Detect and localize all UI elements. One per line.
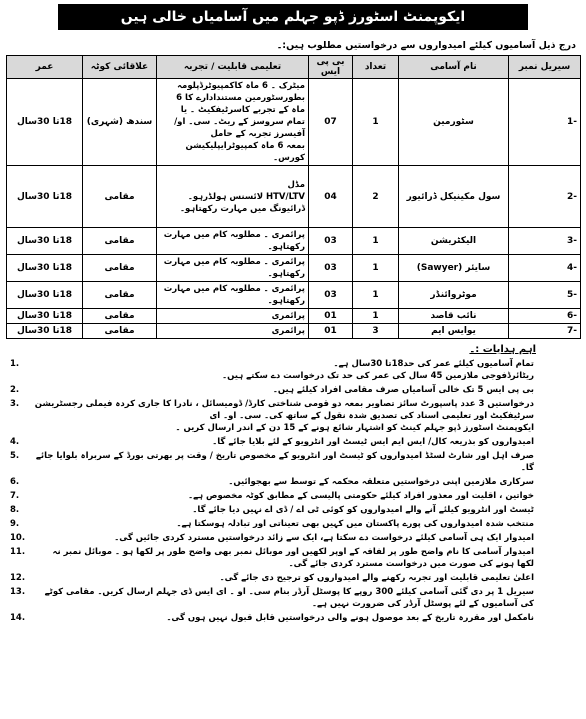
instruction-number: 6. [10, 477, 20, 487]
cell-serial: -6 [509, 309, 581, 324]
instruction-number: 5. [10, 451, 20, 461]
list-item [10, 518, 576, 530]
table-header-row [7, 56, 581, 79]
list-item [10, 612, 576, 624]
instruction-text [34, 490, 576, 502]
cell-age: 18تا 30سال [7, 79, 83, 166]
cell-bps: 01 [309, 324, 353, 339]
instruction-line: منتخب شدہ امیدواروں کی پورے پاکستان میں کہیں بھی تعیناتی اور تبادلہ ہوسکتا ہے۔ [176, 519, 534, 529]
instruction-text [34, 504, 576, 516]
instruction-number: 10. [10, 533, 26, 543]
header-qualification: تعلیمی قابلیت / تجربہ [157, 56, 309, 79]
cell-age: 18تا 30سال [7, 228, 83, 255]
cell-count: 1 [353, 309, 399, 324]
instruction-text [34, 358, 576, 382]
qualification-line: بمعہ 6 ماہ کمپیوٹرایپلیکیشن کورس۔ [185, 141, 305, 163]
cell-age: 18تا 30سال [7, 282, 83, 309]
cell-post: نائب قاصد [399, 309, 509, 324]
header-serial: سیریل نمبر [509, 56, 581, 79]
intro-text: درج ذیل آسامیوں کیلئے امیدواروں سے درخواستیں مطلوب ہیں:۔ [276, 40, 576, 51]
instruction-text [34, 612, 576, 624]
instruction-number: 3. [10, 399, 20, 409]
instruction-line: ٹیسٹ اور انٹرویو کیلئے آنے والے امیدواروں کو کوئی ٹی اے / ڈی اے نہیں دیا جائے گا۔ [192, 505, 534, 515]
instruction-text [34, 586, 576, 610]
instruction-line: ریٹائرڈفوجی ملازمین 45 سال کی عمر کی حد تک درخواست دے سکتے ہیں۔ [222, 371, 534, 381]
instruction-text [34, 546, 576, 570]
instruction-number: 12. [10, 573, 26, 583]
list-item [10, 476, 576, 488]
instruction-number: 8. [10, 505, 20, 515]
cell-serial: -3 [509, 228, 581, 255]
cell-domicile: سندھ (شہری) [83, 79, 157, 166]
cell-domicile: مقامی [83, 324, 157, 339]
cell-serial: -2 [509, 166, 581, 228]
qualification-line: میٹرک ۔ 6 ماہ کاکمپیوٹرڈپلومہ [177, 81, 305, 91]
cell-bps: 07 [309, 79, 353, 166]
instruction-line: امیدواروں کو بذریعہ کال/ ایس ایم ایس ٹیسٹ اور انٹرویو کے لئے بلایا جائے گا۔ [212, 437, 534, 447]
cell-count: 1 [353, 282, 399, 309]
instruction-text [34, 398, 576, 434]
list-item [10, 532, 576, 544]
list-item [10, 384, 576, 396]
instruction-line: سیریل 1 پر دی گئی آسامی کیلئے 300 روپے کا پوسٹل آرڈر بنام سی۔ او ۔ ای ایس ڈی جہلم ارسال کریں۔ مقامی کوٹے کی آسامیوں کے لئے پوسٹل آرڈر کی ضرورت نہیں ہے۔ [44, 587, 534, 609]
instruction-text [34, 572, 576, 584]
cell-post: الیکٹریشن [399, 228, 509, 255]
table-row [7, 324, 581, 339]
table-row [7, 79, 581, 166]
instruction-line: ایکوپمنٹ اسٹورز ڈپو جہلم کینٹ کو اشتہار شائع ہونے کے 15 دن کے اندر ارسال کریں ۔ [175, 423, 534, 433]
instruction-text [34, 476, 576, 488]
instruction-text [34, 532, 576, 544]
qualification-line: تمام سروسز کے ریٹ۔ سی۔ او/آفیسرز تجربہ کے حامل [174, 117, 305, 139]
list-item [10, 586, 576, 610]
cell-age: 18تا 30سال [7, 309, 83, 324]
cell-count: 1 [353, 255, 399, 282]
instruction-line: صرف اہل اور شارٹ لسٹڈ امیدواروں کو ٹیسٹ اور انٹرویو کے مخصوص تاریخ / وقت پر بھرتی بورڈ کے سربراہ بلوایا جائے گا۔ [35, 451, 534, 473]
instruction-text [34, 384, 576, 396]
instruction-text [34, 436, 576, 448]
cell-domicile: مقامی [83, 166, 157, 228]
instruction-line: درخواستیں 3 عدد پاسپورٹ سائز تصاویر بمعہ دو قومی شناختی کارڈ/ ڈومیسائل ، نادرا کا جاری کردہ فیملی رجسٹریشن سرٹیفکیٹ اور تعلیمی اسناد کی تصدیق شدہ نقول کے ساتھ کی۔ سی۔ او۔ ای [34, 399, 534, 421]
list-item [10, 450, 576, 474]
list-item [10, 358, 576, 382]
cell-age: 18تا 30سال [7, 166, 83, 228]
cell-bps: 03 [309, 228, 353, 255]
instruction-text [34, 518, 576, 530]
instruction-number: 4. [10, 437, 20, 447]
qualification-line: HTV/LTV لائسنس ہولڈرہو۔ [187, 191, 305, 202]
cell-qualification: پرائمری ۔ مطلوبہ کام میں مہارت رکھتاہو۔ [157, 282, 309, 309]
instruction-line: سرکاری ملازمین اپنی درخواستیں متعلقہ محکمہ کے توسط سے بھجوائیں۔ [228, 477, 534, 487]
cell-serial: -7 [509, 324, 581, 339]
table-row [7, 309, 581, 324]
cell-qualification: پرائمری [157, 324, 309, 339]
cell-domicile: مقامی [83, 282, 157, 309]
list-item [10, 398, 576, 434]
instruction-line: تمام آسامیوں کیلئے عمر کی حد18تا 30سال ہے۔ [333, 359, 534, 369]
cell-domicile: مقامی [83, 309, 157, 324]
instructions-section [10, 344, 576, 624]
cell-domicile: مقامی [83, 228, 157, 255]
table-row [7, 166, 581, 228]
cell-bps: 04 [309, 166, 353, 228]
header-count: تعداد [353, 56, 399, 79]
header-age: عمر [7, 56, 83, 79]
list-item [10, 490, 576, 502]
header-bps: بی پی ایس [309, 56, 353, 79]
instructions-title: اہم ہدایات :۔ [469, 344, 536, 355]
list-item [10, 572, 576, 584]
cell-qualification: پرائمری ۔ مطلوبہ کام میں مہارت رکھتاہو۔ [157, 255, 309, 282]
table-row [7, 255, 581, 282]
instruction-number: 1. [10, 359, 20, 369]
list-item [10, 436, 576, 448]
instruction-line: نامکمل اور مقررہ تاریخ کے بعد موصول ہونے والی درخواستیں قابل قبول نہیں ہوں گی۔ [166, 613, 534, 623]
instruction-line: امیدوار آسامی کا نام واضح طور پر لفافہ کے اوپر لکھیں اور موبائل نمبر بھی واضح طور پر لکھا ہو ۔ موبائل نمبر نہ لکھا ہونے کی صورت میں درخواست مسترد کردی جائے گی۔ [52, 547, 534, 569]
instruction-number: 14. [10, 613, 26, 623]
vacancies-table [6, 55, 581, 339]
qualification-line: مڈل [287, 179, 305, 190]
cell-count: 1 [353, 79, 399, 166]
list-item [10, 504, 576, 516]
instruction-line: اعلیٰ تعلیمی قابلیت اور تجربہ رکھنے والے امیدواروں کو ترجیح دی جائے گی۔ [219, 573, 534, 583]
cell-post: سٹورمین [399, 79, 509, 166]
cell-post: موٹروائنڈر [399, 282, 509, 309]
cell-count: 2 [353, 166, 399, 228]
header-domicile: علاقائی کوٹہ [83, 56, 157, 79]
cell-qualification: پرائمری [157, 309, 309, 324]
cell-bps: 03 [309, 282, 353, 309]
instruction-line: بی پی ایس 5 تک خالی آسامیاں صرف مقامی افراد کیلئے ہیں۔ [272, 385, 534, 395]
cell-serial: -5 [509, 282, 581, 309]
instruction-number: 11. [10, 547, 26, 557]
instruction-line: امیدوار ایک ہی آسامی کیلئے درخواست دے سکتا ہے، ایک سے زائد درخواستیں مسترد کردی جائیں گی۔ [114, 533, 534, 543]
cell-qualification [157, 166, 309, 228]
instruction-number: 13. [10, 587, 26, 597]
cell-count: 3 [353, 324, 399, 339]
cell-serial: -1 [509, 79, 581, 166]
cell-bps: 01 [309, 309, 353, 324]
cell-domicile: مقامی [83, 255, 157, 282]
cell-post: سایئر (Sawyer) [399, 255, 509, 282]
table-row [7, 282, 581, 309]
header-post: نام آسامی [399, 56, 509, 79]
cell-bps: 03 [309, 255, 353, 282]
cell-qualification [157, 79, 309, 166]
cell-serial: -4 [509, 255, 581, 282]
table-row [7, 228, 581, 255]
qualification-line: بطورسٹورمین مستندادارے کا 6 ماہ کے تجربے کاسرٹیفکیٹ ۔ یا [176, 93, 305, 115]
cell-age: 18تا 30سال [7, 255, 83, 282]
cell-post: یوایس ایم [399, 324, 509, 339]
instruction-line: خواتین ، اقلیت اور معذور افراد کیلئے حکومتی پالیسی کے مطابق کوٹہ مخصوص ہے۔ [188, 491, 534, 501]
cell-age: 18تا 30سال [7, 324, 83, 339]
ad-title: ایکوپمنٹ اسٹورز ڈپو جہلم میں آسامیاں خالی ہیں [58, 4, 528, 30]
instruction-number: 9. [10, 519, 20, 529]
instruction-text [34, 450, 576, 474]
qualification-line: ڈرائیونگ میں مہارت رکھتاہو۔ [179, 203, 305, 214]
instruction-number: 7. [10, 491, 20, 501]
cell-count: 1 [353, 228, 399, 255]
instruction-number: 2. [10, 385, 20, 395]
cell-post: سول مکینیکل ڈرائیور [399, 166, 509, 228]
list-item [10, 546, 576, 570]
cell-qualification: پرائمری ۔ مطلوبہ کام میں مہارت رکھتاہو۔ [157, 228, 309, 255]
